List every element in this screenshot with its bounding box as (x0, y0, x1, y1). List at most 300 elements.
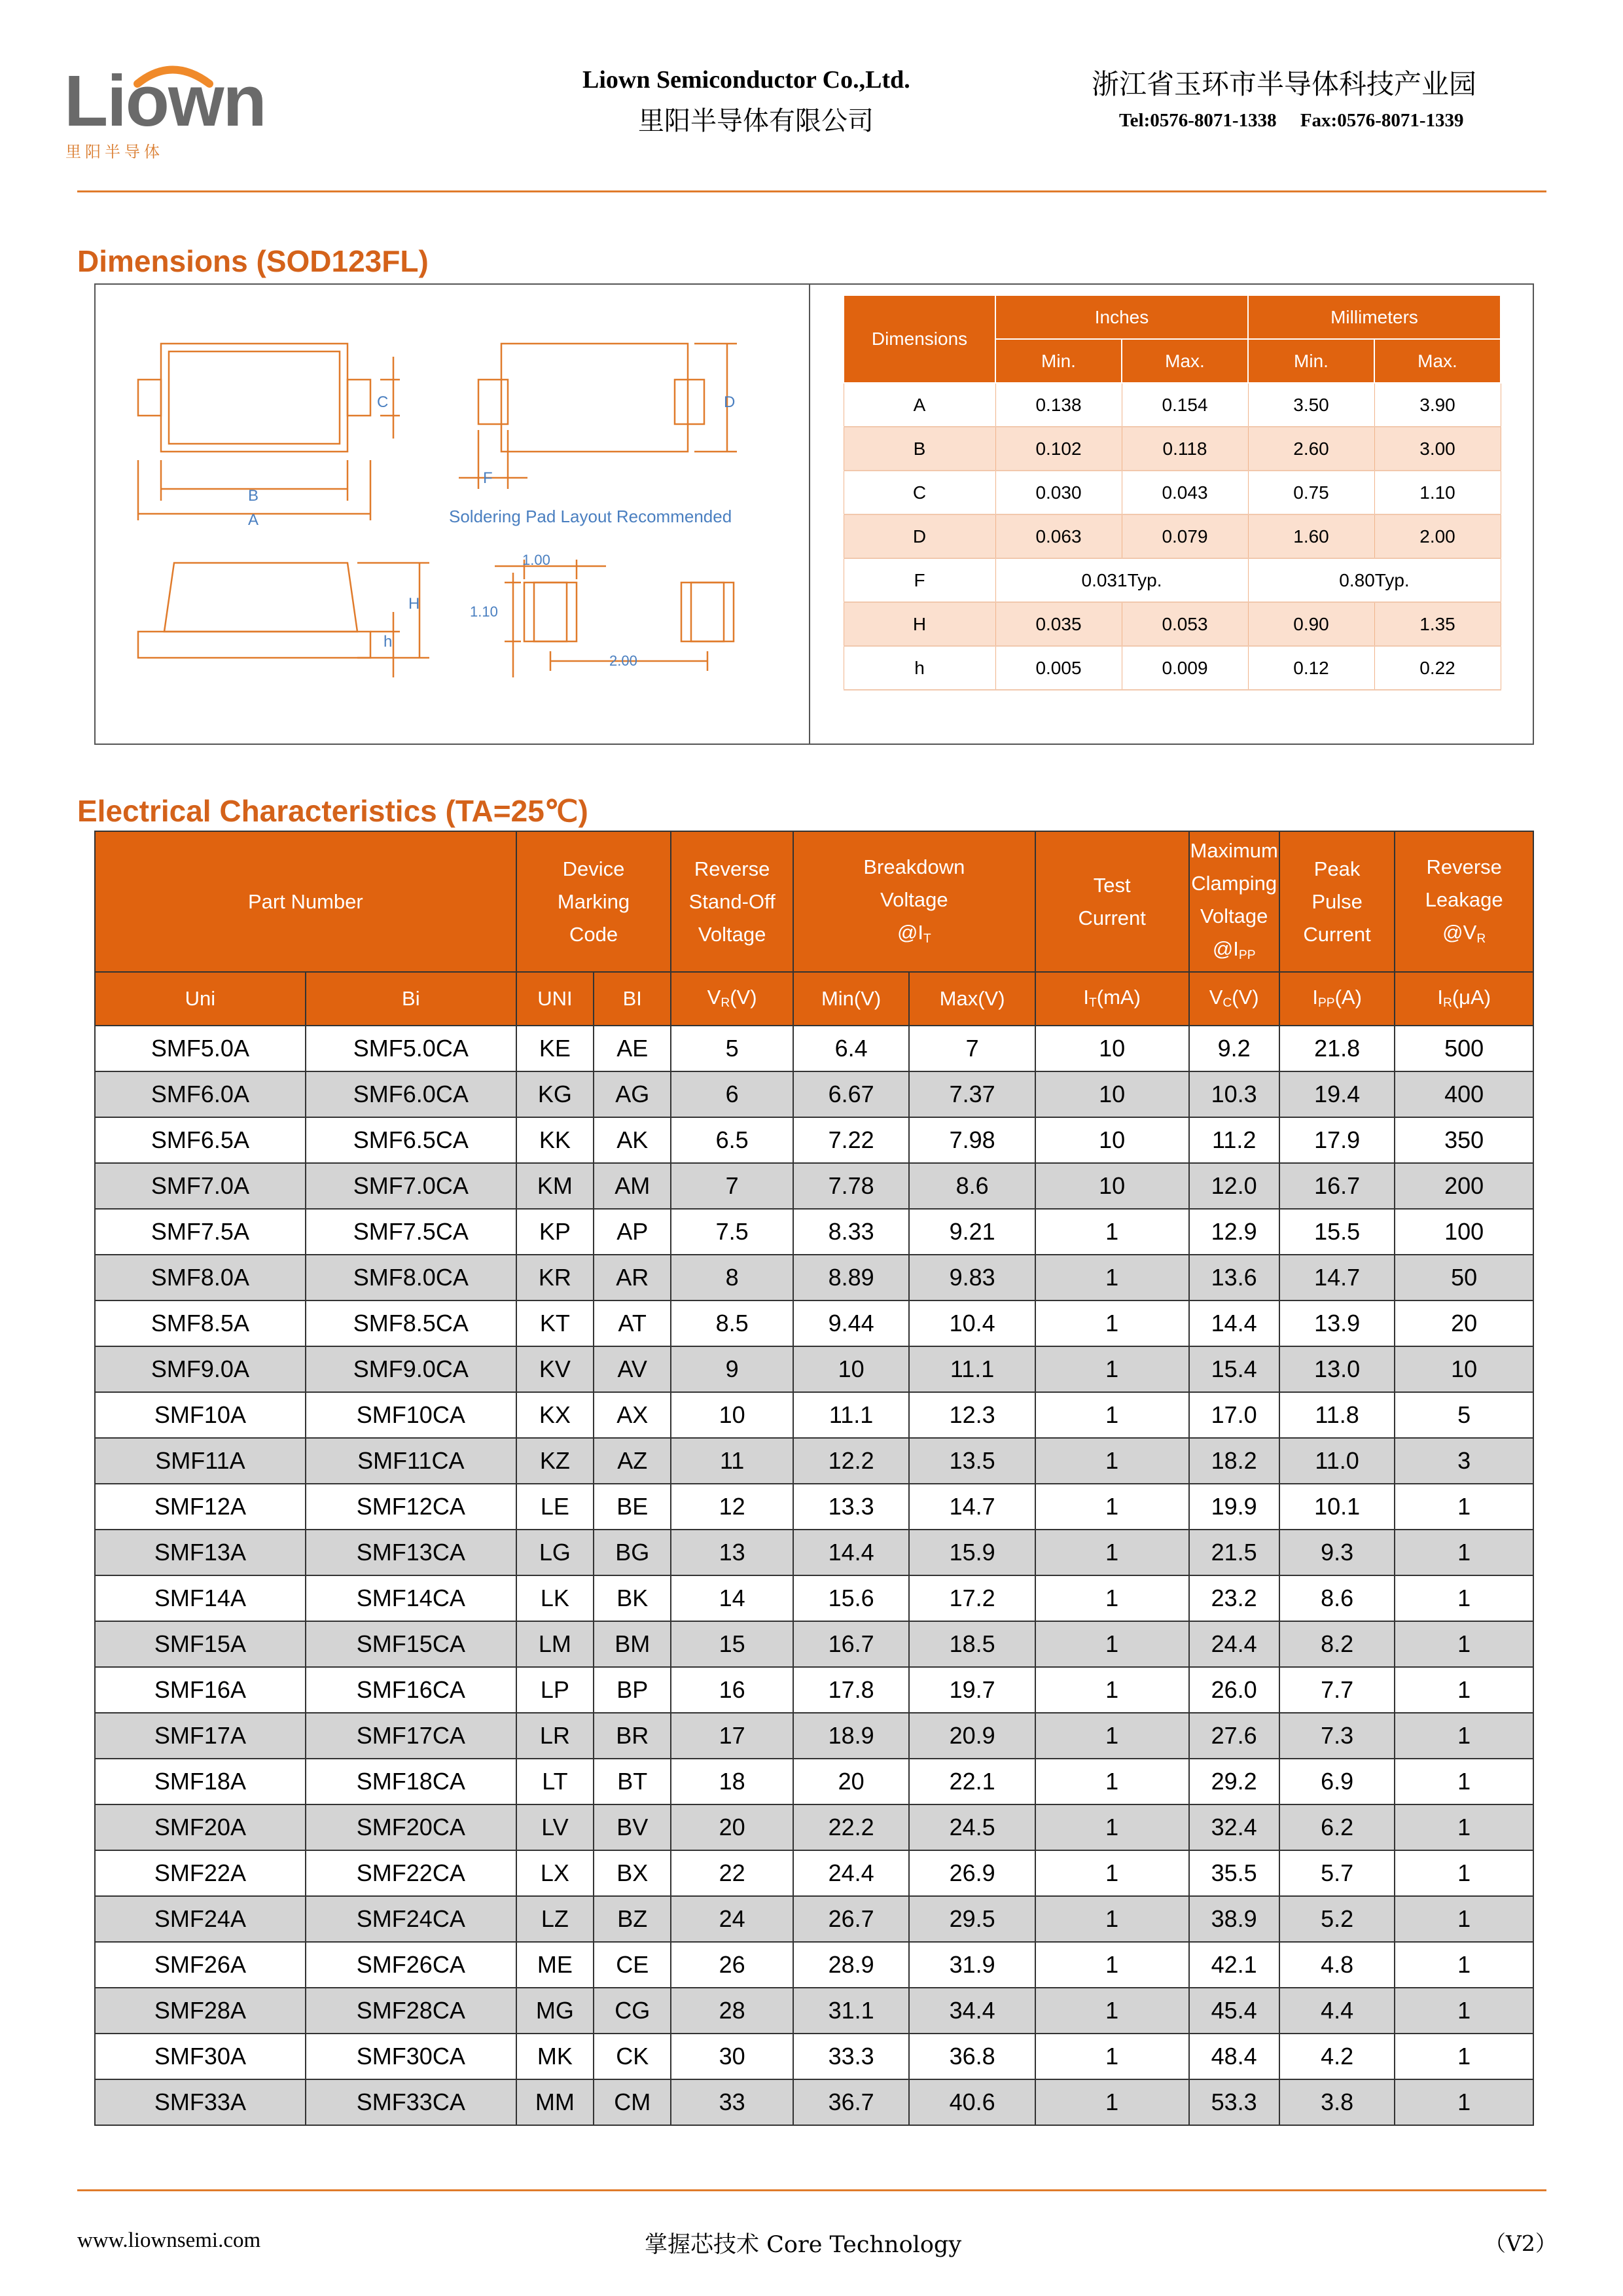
table-cell: 1 (1035, 1484, 1189, 1530)
table-cell: 14 (671, 1575, 793, 1621)
table-cell: 17.9 (1279, 1117, 1395, 1163)
table-cell: LV (516, 1804, 594, 1850)
package-body-inner (169, 351, 340, 444)
table-cell: 1 (1035, 1667, 1189, 1713)
table-cell: SMF24A (95, 1896, 306, 1942)
solder-pad-left (524, 583, 577, 641)
table-cell: SMF22A (95, 1850, 306, 1896)
table-cell: BZ (594, 1896, 671, 1942)
table-cell: 22.2 (793, 1804, 909, 1850)
table-cell: 1 (1395, 2034, 1533, 2079)
table-cell: SMF30CA (306, 2034, 516, 2079)
table-cell: 1 (1395, 1850, 1533, 1896)
table-cell: BM (594, 1621, 671, 1667)
table-cell: 10.4 (909, 1300, 1035, 1346)
table-cell: LT (516, 1759, 594, 1804)
table-cell: 9 (671, 1346, 793, 1392)
dim-cell: 3.90 (1374, 383, 1501, 427)
table-cell: 10 (1035, 1071, 1189, 1117)
table-cell: 12.3 (909, 1392, 1035, 1438)
table-cell: SMF8.0A (95, 1255, 306, 1300)
table-cell: 13.5 (909, 1438, 1035, 1484)
table-cell: CM (594, 2079, 671, 2125)
header-vc: $V_C(V)$ (1189, 972, 1279, 1026)
dim-cell: 0.75 (1248, 471, 1374, 514)
dimensions-table (843, 295, 1501, 691)
table-cell: ME (516, 1942, 594, 1988)
table-cell: 19.4 (1279, 1071, 1395, 1117)
table-cell: 13.6 (1189, 1255, 1279, 1300)
table-cell: 1 (1035, 1575, 1189, 1621)
table-cell: AG (594, 1071, 671, 1117)
table-row (95, 1392, 1533, 1438)
label-f: F (483, 469, 493, 487)
dim-row (844, 558, 1501, 602)
package-side-body (501, 344, 688, 452)
dim-row (844, 383, 1501, 427)
table-cell: 26.9 (909, 1850, 1035, 1896)
table-cell: KM (516, 1163, 594, 1209)
table-cell: AK (594, 1117, 671, 1163)
table-cell: MG (516, 1988, 594, 2034)
table-row (95, 1026, 1533, 1071)
header-min: Min(V) (793, 972, 909, 1026)
dim-row (844, 427, 1501, 471)
table-cell: 26 (671, 1942, 793, 1988)
table-cell: 1 (1035, 1942, 1189, 1988)
dim-cell: 2.60 (1248, 427, 1374, 471)
table-cell: 8.6 (909, 1163, 1035, 1209)
table-cell: SMF26CA (306, 1942, 516, 1988)
table-cell: SMF28CA (306, 1988, 516, 2034)
table-cell: LX (516, 1850, 594, 1896)
dim-cell: 0.80Typ. (1248, 558, 1501, 602)
table-cell: AR (594, 1255, 671, 1300)
table-cell: SMF16A (95, 1667, 306, 1713)
table-cell: 8.5 (671, 1300, 793, 1346)
table-row (95, 1071, 1533, 1117)
table-cell: SMF7.0A (95, 1163, 306, 1209)
table-cell: 4.4 (1279, 1988, 1395, 2034)
dim-cell: 0.035 (995, 602, 1122, 646)
table-cell: 19.7 (909, 1667, 1035, 1713)
dim-header-max: Max. (1374, 339, 1501, 383)
dim-cell: 0.009 (1122, 646, 1248, 690)
table-cell: 15 (671, 1621, 793, 1667)
table-cell: 7.37 (909, 1071, 1035, 1117)
table-cell: 29.5 (909, 1896, 1035, 1942)
dim-cell: 0.043 (1122, 471, 1248, 514)
table-cell: KV (516, 1346, 594, 1392)
header-bi: Bi (306, 972, 516, 1026)
dimensions-title: Dimensions (SOD123FL) (77, 244, 429, 278)
dim-cell: 1.35 (1374, 602, 1501, 646)
dim-cell: A (844, 383, 995, 427)
table-cell: SMF7.0CA (306, 1163, 516, 1209)
header-bi-code: BI (594, 972, 671, 1026)
table-cell: 1 (1035, 1850, 1189, 1896)
table-cell: 1 (1395, 1896, 1533, 1942)
table-cell: MK (516, 2034, 594, 2079)
table-cell: 9.3 (1279, 1530, 1395, 1575)
table-cell: BR (594, 1713, 671, 1759)
table-cell: 350 (1395, 1117, 1533, 1163)
table-cell: 26.7 (793, 1896, 909, 1942)
table-cell: 1 (1395, 2079, 1533, 2125)
table-cell: 28 (671, 1988, 793, 2034)
header-test-current: Test Current (1035, 831, 1189, 972)
table-cell: 1 (1035, 1988, 1189, 2034)
header-breakdown-voltage: Breakdown Voltage $@I_T$ (793, 831, 1035, 972)
table-cell: 7 (909, 1026, 1035, 1071)
header-ipp: $I_{PP}(A)$ (1279, 972, 1395, 1026)
table-cell: SMF18CA (306, 1759, 516, 1804)
table-cell: 31.1 (793, 1988, 909, 2034)
table-cell: BP (594, 1667, 671, 1713)
dimensions-box-divider (809, 283, 810, 745)
pad-pitch-label: 2.00 (609, 653, 637, 669)
dim-cell: 0.154 (1122, 383, 1248, 427)
table-row (95, 1804, 1533, 1850)
table-cell: 1 (1035, 1713, 1189, 1759)
table-cell: 13.3 (793, 1484, 909, 1530)
table-cell: 12 (671, 1484, 793, 1530)
table-cell: SMF16CA (306, 1667, 516, 1713)
table-cell: SMF6.0A (95, 1071, 306, 1117)
table-cell: 45.4 (1189, 1988, 1279, 2034)
table-row (95, 1575, 1533, 1621)
table-cell: 8.89 (793, 1255, 909, 1300)
table-cell: LG (516, 1530, 594, 1575)
table-cell: LE (516, 1484, 594, 1530)
table-cell: 53.3 (1189, 2079, 1279, 2125)
pad-height-label: 1.10 (470, 603, 498, 620)
solder-pad-right (681, 583, 734, 641)
table-cell: LR (516, 1713, 594, 1759)
dim-cell: 0.005 (995, 646, 1122, 690)
table-cell: 5.7 (1279, 1850, 1395, 1896)
table-cell: 1 (1035, 1300, 1189, 1346)
table-cell: 1 (1035, 1804, 1189, 1850)
table-cell: 7 (671, 1163, 793, 1209)
table-cell: 5 (671, 1026, 793, 1071)
table-cell: 7.22 (793, 1117, 909, 1163)
table-cell: BX (594, 1850, 671, 1896)
table-cell: LM (516, 1621, 594, 1667)
table-cell: 42.1 (1189, 1942, 1279, 1988)
table-cell: AV (594, 1346, 671, 1392)
table-cell: KK (516, 1117, 594, 1163)
table-cell: 10.3 (1189, 1071, 1279, 1117)
table-cell: 10 (1035, 1117, 1189, 1163)
table-cell: 15.6 (793, 1575, 909, 1621)
table-cell: 12.9 (1189, 1209, 1279, 1255)
table-cell: 6.9 (1279, 1759, 1395, 1804)
table-cell: SMF20CA (306, 1804, 516, 1850)
table-cell: 13.0 (1279, 1346, 1395, 1392)
dim-cell: 0.22 (1374, 646, 1501, 690)
table-cell: 1 (1035, 1209, 1189, 1255)
dim-row (844, 514, 1501, 558)
table-cell: SMF9.0CA (306, 1346, 516, 1392)
table-cell: 35.5 (1189, 1850, 1279, 1896)
table-cell: SMF6.0CA (306, 1071, 516, 1117)
dim-row (844, 602, 1501, 646)
table-cell: 36.8 (909, 2034, 1035, 2079)
company-name-en: Liown Semiconductor Co.,Ltd. (582, 66, 910, 94)
dim-cell: 0.90 (1248, 602, 1374, 646)
table-cell: SMF33A (95, 2079, 306, 2125)
dim-cell: 1.60 (1248, 514, 1374, 558)
table-cell: 11.0 (1279, 1438, 1395, 1484)
table-row (95, 1988, 1533, 2034)
table-cell: 20.9 (909, 1713, 1035, 1759)
table-cell: BT (594, 1759, 671, 1804)
table-cell: 1 (1035, 1896, 1189, 1942)
table-cell: SMF17A (95, 1713, 306, 1759)
table-cell: 29.2 (1189, 1759, 1279, 1804)
table-cell: 18.2 (1189, 1438, 1279, 1484)
table-cell: SMF7.5CA (306, 1209, 516, 1255)
table-cell: 24.4 (793, 1850, 909, 1896)
table-cell: SMF13CA (306, 1530, 516, 1575)
table-cell: 100 (1395, 1209, 1533, 1255)
package-body-outline (161, 344, 348, 452)
table-cell: 1 (1395, 1530, 1533, 1575)
table-cell: BK (594, 1575, 671, 1621)
company-phone: Tel:0576-8071-1338 Fax:0576-8071-1339 (1119, 110, 1464, 131)
table-cell: 22 (671, 1850, 793, 1896)
table-cell: 1 (1035, 1392, 1189, 1438)
table-cell: AM (594, 1163, 671, 1209)
table-cell: 16.7 (793, 1621, 909, 1667)
table-cell: 27.6 (1189, 1713, 1279, 1759)
table-cell: 11 (671, 1438, 793, 1484)
table-cell: BE (594, 1484, 671, 1530)
table-cell: SMF8.5A (95, 1300, 306, 1346)
table-cell: 14.4 (1189, 1300, 1279, 1346)
table-cell: 18.5 (909, 1621, 1035, 1667)
table-cell: 12.2 (793, 1438, 909, 1484)
table-row (95, 1942, 1533, 1988)
table-cell: AE (594, 1026, 671, 1071)
table-cell: 4.8 (1279, 1942, 1395, 1988)
table-cell: AP (594, 1209, 671, 1255)
table-cell: 14.4 (793, 1530, 909, 1575)
company-address: 浙江省玉环市半导体科技产业园 (1092, 68, 1477, 100)
table-cell: SMF15CA (306, 1621, 516, 1667)
dim-cell: 0.031Typ. (995, 558, 1248, 602)
table-cell: 6.67 (793, 1071, 909, 1117)
table-cell: SMF33CA (306, 2079, 516, 2125)
table-cell: 400 (1395, 1071, 1533, 1117)
dim-cell: F (844, 558, 995, 602)
table-row (95, 1530, 1533, 1575)
table-cell: 7.7 (1279, 1667, 1395, 1713)
table-cell: 5 (1395, 1392, 1533, 1438)
table-cell: 12.0 (1189, 1163, 1279, 1209)
table-cell: 3 (1395, 1438, 1533, 1484)
dim-cell: D (844, 514, 995, 558)
table-cell: KX (516, 1392, 594, 1438)
electrical-title: Electrical Characteristics (TA=25℃) (77, 794, 588, 828)
table-cell: 1 (1395, 1759, 1533, 1804)
table-cell: 16.7 (1279, 1163, 1395, 1209)
table-cell: 1 (1035, 1438, 1189, 1484)
table-cell: SMF6.5A (95, 1117, 306, 1163)
table-cell: 13 (671, 1530, 793, 1575)
table-cell: 1 (1395, 1988, 1533, 2034)
label-h: H (408, 595, 420, 613)
table-cell: SMF5.0CA (306, 1026, 516, 1071)
table-cell: 8.33 (793, 1209, 909, 1255)
table-cell: 9.44 (793, 1300, 909, 1346)
table-cell: 15.4 (1189, 1346, 1279, 1392)
table-cell: AZ (594, 1438, 671, 1484)
table-row (95, 2034, 1533, 2079)
table-cell: 20 (1395, 1300, 1533, 1346)
table-cell: 9.21 (909, 1209, 1035, 1255)
table-row (95, 1209, 1533, 1255)
table-cell: 1 (1395, 1713, 1533, 1759)
header-marking-code: Device Marking Code (516, 831, 671, 972)
table-row (95, 1759, 1533, 1804)
table-cell: 20 (671, 1804, 793, 1850)
label-d: D (724, 393, 736, 411)
table-cell: 9.2 (1189, 1026, 1279, 1071)
pad-right-outline (675, 380, 704, 424)
dim-header-min: Min. (995, 339, 1122, 383)
table-cell: BG (594, 1530, 671, 1575)
table-cell: 22.1 (909, 1759, 1035, 1804)
table-cell: AT (594, 1300, 671, 1346)
header-divider (77, 190, 1546, 192)
table-cell: 7.78 (793, 1163, 909, 1209)
table-cell: 1 (1395, 1942, 1533, 1988)
table-cell: 18 (671, 1759, 793, 1804)
table-cell: SMF28A (95, 1988, 306, 2034)
header-uni: Uni (95, 972, 306, 1026)
footer-version: （V2） (1484, 2231, 1557, 2256)
package-profile (164, 563, 357, 632)
table-cell: 50 (1395, 1255, 1533, 1300)
table-cell: 24.4 (1189, 1621, 1279, 1667)
table-cell: 17 (671, 1713, 793, 1759)
table-cell: LZ (516, 1896, 594, 1942)
dim-cell: 1.10 (1374, 471, 1501, 514)
table-cell: 28.9 (793, 1942, 909, 1988)
table-cell: 38.9 (1189, 1896, 1279, 1942)
table-cell: 10 (671, 1392, 793, 1438)
pad-layout-caption: Soldering Pad Layout Recommended (449, 507, 732, 526)
table-cell: 48.4 (1189, 2034, 1279, 2079)
table-cell: KG (516, 1071, 594, 1117)
table-cell: SMF26A (95, 1942, 306, 1988)
dim-cell: 0.138 (995, 383, 1122, 427)
table-cell: SMF14CA (306, 1575, 516, 1621)
table-cell: 3.8 (1279, 2079, 1395, 2125)
table-cell: 21.8 (1279, 1026, 1395, 1071)
table-row (95, 1300, 1533, 1346)
table-cell: 200 (1395, 1163, 1533, 1209)
table-cell: 7.98 (909, 1117, 1035, 1163)
table-cell: BV (594, 1804, 671, 1850)
table-cell: 1 (1395, 1621, 1533, 1667)
table-cell: 7.3 (1279, 1713, 1395, 1759)
logo-subtitle: 里阳半导体 (65, 143, 164, 161)
header-reverse-leakage: Reverse Leakage $@V_R$ (1395, 831, 1533, 972)
table-cell: 23.2 (1189, 1575, 1279, 1621)
dim-cell: 2.00 (1374, 514, 1501, 558)
table-row (95, 1346, 1533, 1392)
footer-website: www.liownsemi.com (77, 2229, 261, 2252)
dim-row (844, 471, 1501, 514)
table-cell: 6 (671, 1071, 793, 1117)
dim-cell: 0.102 (995, 427, 1122, 471)
table-row (95, 1667, 1533, 1713)
header-uni-code: UNI (516, 972, 594, 1026)
table-cell: 26.0 (1189, 1667, 1279, 1713)
table-cell: SMF24CA (306, 1896, 516, 1942)
table-cell: 1 (1035, 1346, 1189, 1392)
header-it: $I_T(mA)$ (1035, 972, 1189, 1026)
footer-slogan: 掌握芯技术 Core Technology (645, 2232, 962, 2258)
header-clamping-voltage: Maximum Clamping Voltage $@I_{PP}$ (1189, 831, 1279, 972)
table-cell: 15.9 (909, 1530, 1035, 1575)
table-row (95, 1850, 1533, 1896)
table-cell: 1 (1395, 1667, 1533, 1713)
table-cell: 21.5 (1189, 1530, 1279, 1575)
label-c: C (377, 393, 389, 411)
table-cell: SMF8.5CA (306, 1300, 516, 1346)
table-cell: 8.6 (1279, 1575, 1395, 1621)
dim-cell: 0.053 (1122, 602, 1248, 646)
table-cell: 17.8 (793, 1667, 909, 1713)
label-a: A (248, 511, 259, 529)
table-row (95, 1484, 1533, 1530)
header-part-number: Part Number (95, 831, 516, 972)
table-cell: SMF18A (95, 1759, 306, 1804)
dim-cell: B (844, 427, 995, 471)
table-cell: 9.83 (909, 1255, 1035, 1300)
dim-cell: 0.118 (1122, 427, 1248, 471)
table-cell: 10 (1035, 1163, 1189, 1209)
table-cell: SMF12A (95, 1484, 306, 1530)
package-drawing (96, 285, 808, 743)
table-cell: 10 (793, 1346, 909, 1392)
header-vr: $V_R(V)$ (671, 972, 793, 1026)
table-row (95, 1438, 1533, 1484)
label-h-small: h (383, 633, 393, 651)
table-cell: SMF8.0CA (306, 1255, 516, 1300)
table-cell: 11.1 (909, 1346, 1035, 1392)
table-cell: 1 (1035, 1759, 1189, 1804)
table-cell: 40.6 (909, 2079, 1035, 2125)
table-cell: 7.5 (671, 1209, 793, 1255)
table-cell: MM (516, 2079, 594, 2125)
table-cell: CE (594, 1942, 671, 1988)
header-max: Max(V) (909, 972, 1035, 1026)
dim-cell: 0.063 (995, 514, 1122, 558)
table-cell: 11.2 (1189, 1117, 1279, 1163)
table-cell: 8.2 (1279, 1621, 1395, 1667)
dim-cell: h (844, 646, 995, 690)
table-cell: 1 (1395, 1575, 1533, 1621)
electrical-table (94, 831, 1534, 2126)
table-cell: 30 (671, 2034, 793, 2079)
table-cell: 500 (1395, 1026, 1533, 1071)
table-cell: SMF30A (95, 2034, 306, 2079)
